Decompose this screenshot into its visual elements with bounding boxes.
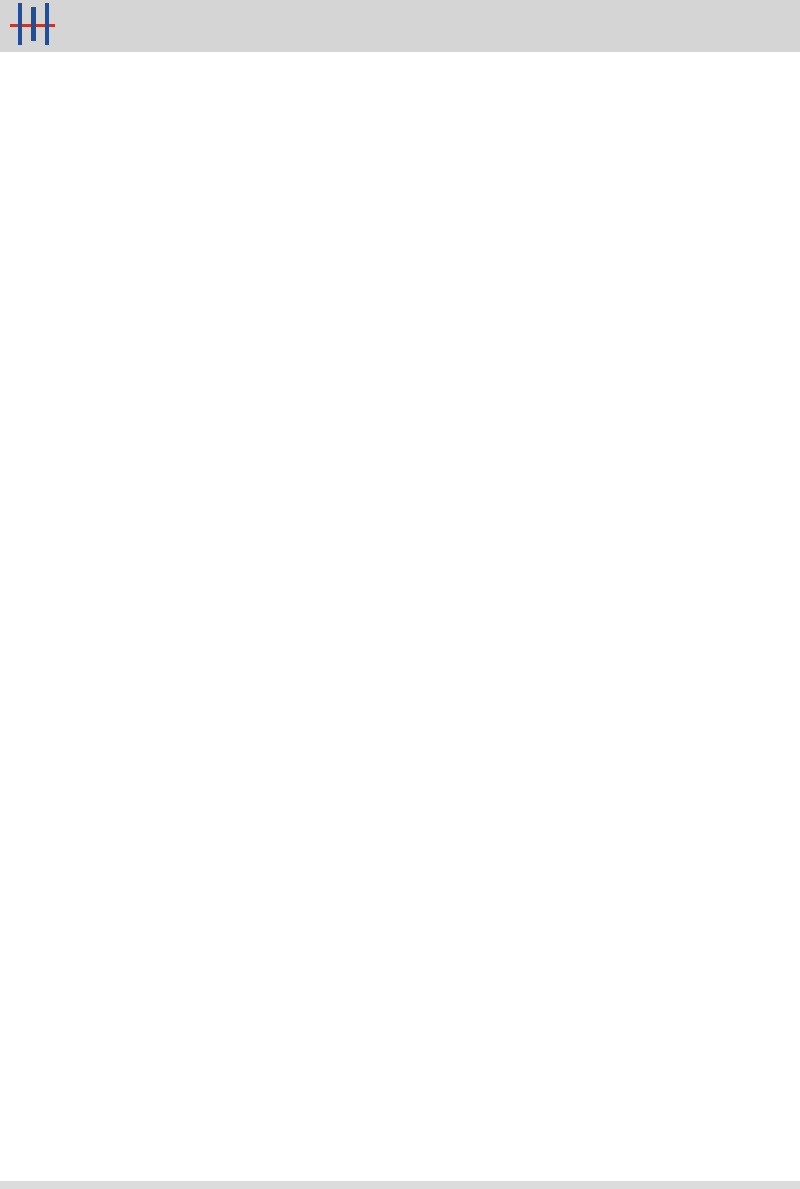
- footer-bar: [0, 0, 800, 52]
- ub-freiburg-logo-icon: [10, 3, 55, 45]
